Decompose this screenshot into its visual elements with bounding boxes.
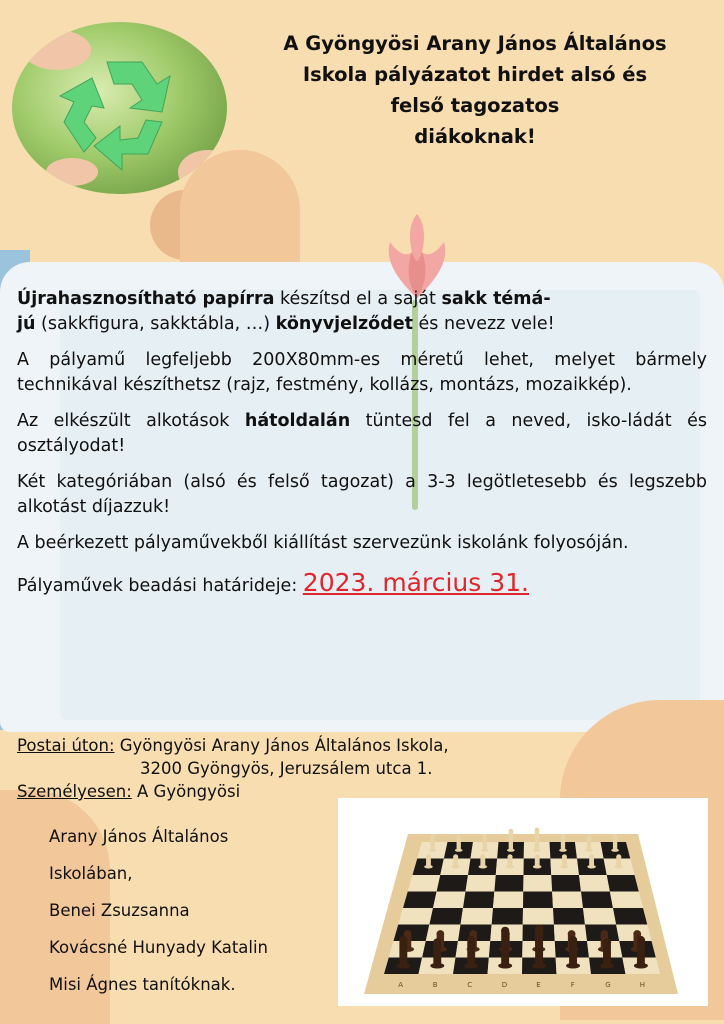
contact-line: Kovácsné Hunyady Katalin bbox=[49, 938, 269, 957]
board-file-label: H bbox=[639, 981, 646, 989]
board-square bbox=[552, 892, 583, 909]
board-file-label: E bbox=[536, 981, 541, 989]
board-square bbox=[433, 892, 466, 909]
board-square bbox=[610, 892, 643, 909]
deadline-label: Pályaművek beadási határideje: bbox=[17, 576, 303, 596]
text: készítsd el a saját bbox=[274, 289, 442, 309]
board-square bbox=[583, 908, 616, 925]
postal-address: Gyöngyösi Arany János Általános Iskola, bbox=[114, 736, 449, 755]
title-line: Iskola pályázatot hirdet alsó és bbox=[302, 63, 648, 86]
postal-address-2: 3200 Gyöngyös, Jeruzsálem utca 1. bbox=[140, 759, 433, 778]
board-square bbox=[607, 875, 639, 892]
board-square bbox=[408, 875, 441, 892]
title-line: felső tagozatos bbox=[390, 94, 560, 117]
board-square bbox=[551, 875, 581, 892]
submission-info bbox=[17, 734, 577, 803]
emphasis: sakk témá- bbox=[441, 289, 551, 309]
board-square bbox=[398, 908, 433, 925]
poster-title bbox=[240, 28, 710, 152]
contact-line: Misi Ágnes tanítóknak. bbox=[49, 975, 236, 994]
board-square bbox=[523, 892, 553, 909]
contact-line: Arany János Általános bbox=[49, 827, 229, 846]
title-line: A Gyöngyösi Arany János Általános bbox=[283, 32, 667, 55]
board-square bbox=[581, 892, 613, 909]
board-square bbox=[523, 875, 552, 892]
board-file-label: A bbox=[398, 981, 404, 989]
board-square bbox=[429, 908, 463, 925]
board-square bbox=[394, 925, 430, 942]
board-square bbox=[553, 908, 585, 925]
emphasis: Újrahasznosítható papírra bbox=[17, 289, 275, 309]
recycle-icon bbox=[12, 22, 227, 194]
board-square bbox=[403, 892, 437, 909]
board-square bbox=[492, 908, 523, 925]
postal-line bbox=[17, 734, 577, 757]
paragraph-exhibition: A beérkezett pályaművekből kiállítást szervezünk iskolánk folyosóján. bbox=[17, 533, 629, 553]
announcement-body bbox=[17, 287, 707, 610]
text: Az elkészült alkotások bbox=[17, 411, 245, 431]
emphasis: könyvjelződet bbox=[275, 314, 413, 334]
chess-board-photo bbox=[338, 798, 708, 1006]
board-file-label: F bbox=[570, 981, 575, 989]
board-square bbox=[493, 892, 523, 909]
board-square bbox=[579, 875, 610, 892]
board-square bbox=[437, 875, 468, 892]
paragraph-material bbox=[17, 287, 707, 337]
text: és nevezz vele! bbox=[412, 314, 555, 334]
board-file-label: B bbox=[432, 981, 438, 989]
paragraph-categories: Két kategóriában (alsó és felső tagozat) a 3-3 legötletesebb és legszebb alkotást díjazzuk! bbox=[17, 472, 707, 517]
deadline-date: 2023. március 31. bbox=[302, 568, 529, 597]
emphasis: hátoldalán bbox=[244, 411, 351, 431]
postal-label: Postai úton: bbox=[17, 736, 115, 755]
board-square bbox=[463, 892, 494, 909]
board-square bbox=[494, 875, 523, 892]
recycle-photo bbox=[12, 22, 227, 194]
board-square bbox=[466, 875, 496, 892]
board-square bbox=[461, 908, 494, 925]
deadline bbox=[17, 570, 707, 599]
personal-label: Személyesen: bbox=[17, 782, 132, 801]
board-file-label: D bbox=[501, 981, 508, 989]
board-square bbox=[613, 908, 647, 925]
title-line: diákoknak! bbox=[414, 125, 536, 148]
contact-line: Iskolában, bbox=[49, 864, 133, 883]
personal-address: A Gyöngyösi bbox=[131, 782, 241, 801]
text: (sakkfigura, sakktábla, …) bbox=[35, 314, 276, 334]
board-file-label: C bbox=[467, 981, 473, 989]
board-square bbox=[523, 908, 554, 925]
paragraph-size: A pályamű legfeljebb 200X80mm-es méretű lehet, melyet bármely technikával készíthetsz (rajz, festmény, kollázs, montázs, mozaikkép). bbox=[17, 350, 707, 395]
board-file-label: G bbox=[605, 981, 611, 989]
text: tüntesd fel a neved, isko-ládát és osztályodat! bbox=[17, 411, 707, 456]
personal-contacts bbox=[49, 818, 268, 1003]
paragraph-name-on-back bbox=[17, 409, 707, 459]
emphasis: jú bbox=[17, 314, 36, 334]
contact-line: Benei Zsuzsanna bbox=[49, 901, 190, 920]
